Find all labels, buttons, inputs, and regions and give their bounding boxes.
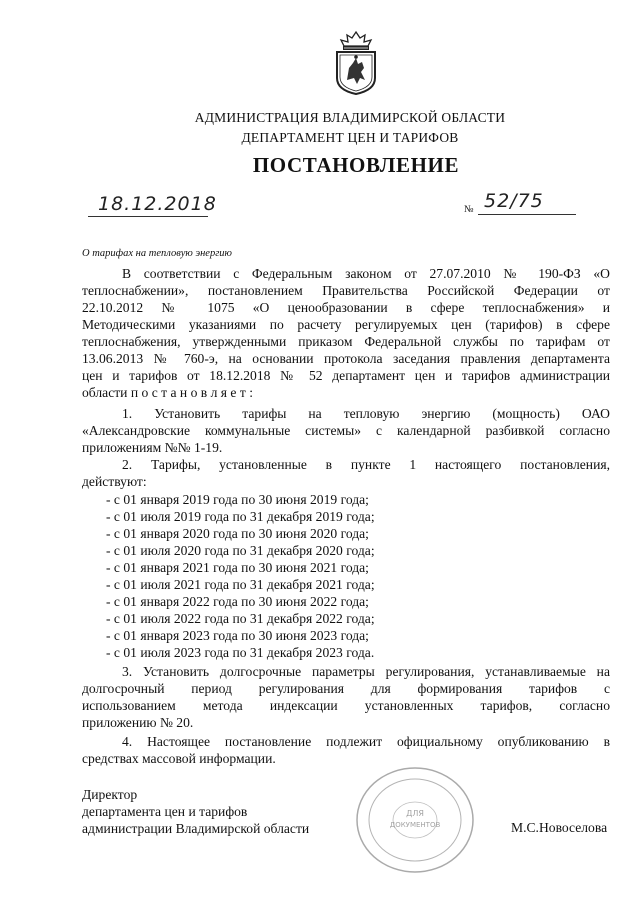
- document-title: ПОСТАНОВЛЕНИЕ: [252, 153, 460, 177]
- text-line: 13.06.2013 № 760-э, на основании протокола заседания правления департамента: [82, 351, 610, 366]
- preamble-paragraph: [82, 265, 610, 401]
- periods-list: [82, 491, 610, 661]
- text-line: В соответствии с Федеральным законом от 27.07.2010 № 190-ФЗ «О: [122, 266, 610, 281]
- text-line: приложению № 20.: [82, 715, 194, 730]
- document-date: 18.12.2018: [98, 193, 217, 215]
- official-stamp: [350, 760, 480, 880]
- item-2-paragraph: [82, 456, 610, 490]
- department-name: ДЕПАРТАМЕНТ ЦЕН И ТАРИФОВ: [241, 130, 459, 145]
- text-line: использованием метода индексации установленных тарифов, согласно: [82, 698, 610, 713]
- text-line: средствах массовой информации.: [82, 751, 276, 766]
- text-line: долгосрочный период регулирования для формирования тарифов с: [82, 681, 610, 696]
- number-underline: [478, 214, 576, 215]
- item-4-paragraph: [82, 733, 610, 767]
- organization-name: АДМИНИСТРАЦИЯ ВЛАДИМИРСКОЙ ОБЛАСТИ: [194, 110, 506, 125]
- signature-position-line1: Директор: [82, 787, 138, 802]
- signature-position-line2: департамента цен и тарифов: [82, 804, 248, 819]
- coat-of-arms-icon: [331, 30, 381, 96]
- stamp-text-1: ДЛЯ: [406, 809, 424, 818]
- text-line: цен и тарифов от 18.12.2018 № 52 департамент цен и тарифов администрации: [82, 368, 610, 383]
- text-line: 1. Установить тарифы на тепловую энергию (мощность) ОАО: [122, 406, 610, 421]
- text-line: 4. Настоящее постановление подлежит официальному опубликованию в: [122, 734, 610, 749]
- document-number: 52/75: [484, 190, 544, 212]
- list-item: - с 01 июля 2022 года по 31 декабря 2022 года;: [106, 611, 375, 626]
- text-line: Методическими указаниями по расчету регулируемых цен (тарифов) в сфере: [82, 317, 610, 332]
- list-item: - с 01 января 2019 года по 30 июня 2019 года;: [106, 492, 369, 507]
- signatory-name: М.С.Новоселова: [511, 820, 608, 835]
- list-item: - с 01 июля 2019 года по 31 декабря 2019 года;: [106, 509, 375, 524]
- stamp-text-2: ДОКУМЕНТОВ: [389, 821, 441, 829]
- text-line: приложениям №№ 1-19.: [82, 440, 223, 455]
- document-subject: О тарифах на тепловую энергию: [82, 248, 232, 259]
- text-line: теплоснабжения, утвержденными приказом Федеральной службы по тарифам от: [82, 334, 610, 349]
- item-3-paragraph: [82, 663, 610, 731]
- text-line: 22.10.2012 № 1075 «О ценообразовании в сфере теплоснабжения» и: [82, 300, 610, 315]
- text-line: действуют:: [82, 474, 147, 489]
- list-item: - с 01 июля 2023 года по 31 декабря 2023 года.: [106, 645, 375, 660]
- list-item: - с 01 июля 2021 года по 31 декабря 2021 года;: [106, 577, 375, 592]
- list-item: - с 01 января 2022 года по 30 июня 2022 года;: [106, 594, 369, 609]
- item-1-paragraph: [82, 405, 610, 456]
- text-line: 3. Установить долгосрочные параметры регулирования, устанавливаемые на: [122, 664, 610, 679]
- list-item: - с 01 июля 2020 года по 31 декабря 2020 года;: [106, 543, 375, 558]
- text-line: 2. Тарифы, установленные в пункте 1 настоящего постановления,: [122, 457, 610, 472]
- list-item: - с 01 января 2020 года по 30 июня 2020 года;: [106, 526, 369, 541]
- text-line: «Александровские коммунальные системы» с календарной разбивкой согласно: [82, 423, 610, 438]
- text-line: области п о с т а н о в л я е т :: [82, 385, 253, 400]
- number-prefix: №: [464, 204, 474, 215]
- text-line: теплоснабжении», постановлением Правительства Российской Федерации от: [82, 283, 610, 298]
- signature-block: [82, 786, 309, 837]
- list-item: - с 01 января 2021 года по 30 июня 2021 года;: [106, 560, 369, 575]
- date-underline: [88, 216, 208, 217]
- signature-position-line3: администрации Владимирской области: [82, 821, 310, 836]
- list-item: - с 01 января 2023 года по 30 июня 2023 года;: [106, 628, 369, 643]
